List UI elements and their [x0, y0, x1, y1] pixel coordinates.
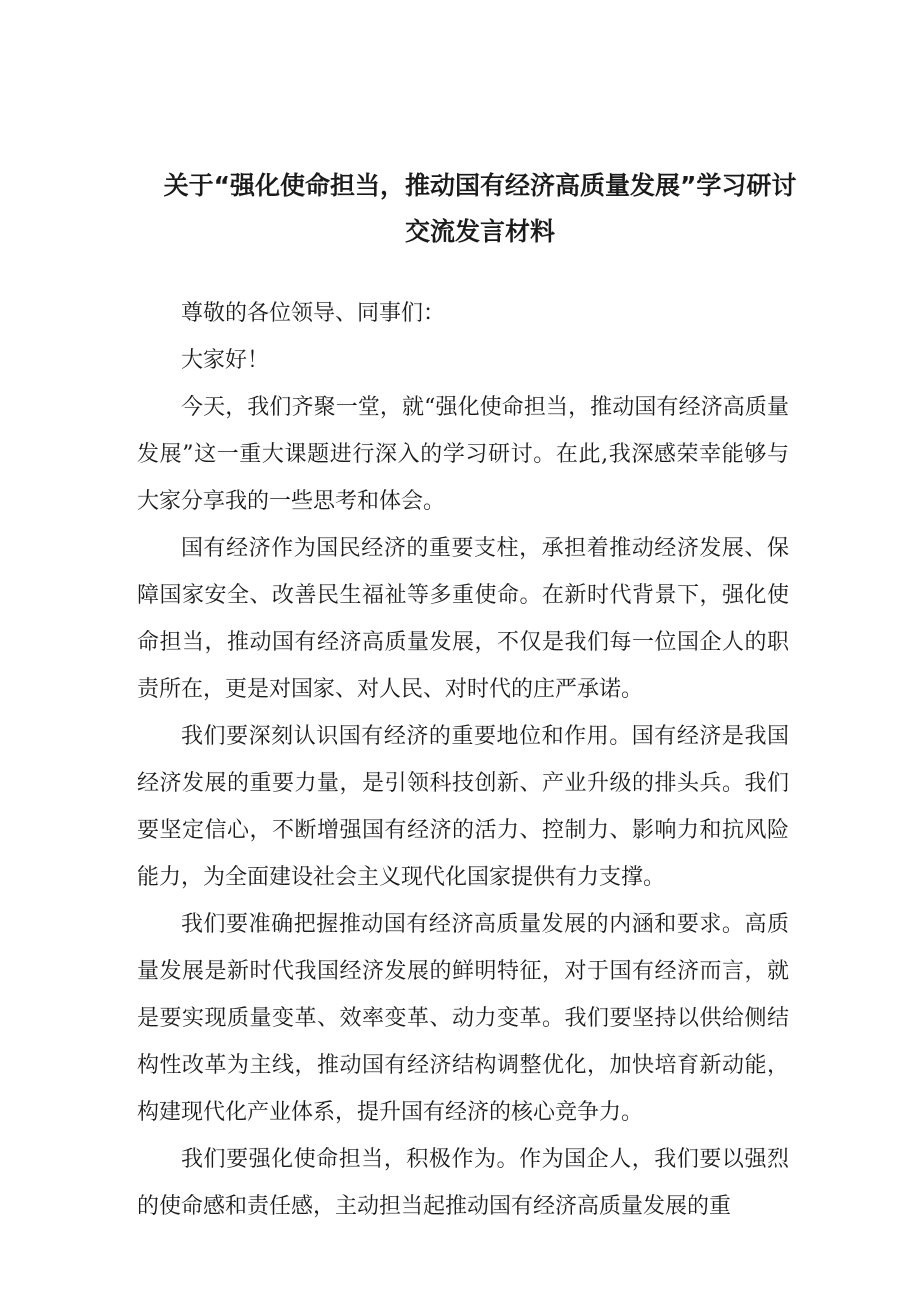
body-paragraph: 我们要深刻认识国有经济的重要地位和作用。国有经济是我国经济发展的重要力量，是引领科技创新、产业升级的排头兵。我们要坚定信心，不断增强国有经济的活力、控制力、影响力和抗风险能力，为全面建设社会主义现代化国家提供有力支撑。 [137, 724, 789, 890]
salutation: 尊敬的各位领导、同事们： [181, 301, 446, 326]
document-body [137, 290, 789, 1230]
greeting: 大家好！ [181, 348, 270, 373]
body-paragraph: 国有经济作为国民经济的重要支柱，承担着推动经济发展、保障国家安全、改善民生福祉等多重使命。在新时代背景下，强化使命担当，推动国有经济高质量发展，不仅是我们每一位国企人的职责所在，更是对国家、对人民、对时代的庄严承诺。 [137, 536, 789, 702]
body-paragraph: 今天，我们齐聚一堂，就“强化使命担当，推动国有经济高质量发展”这一重大课题进行深入的学习研讨。在此,我深感荣幸能够与大家分享我的一些思考和体会。 [137, 395, 789, 514]
document-title-line-1: 关于“强化使命担当，推动国有经济高质量发展”学习研讨 [163, 171, 797, 200]
document-title-line-2: 交流发言材料 [404, 217, 555, 246]
body-paragraph: 我们要准确把握推动国有经济高质量发展的内涵和要求。高质量发展是新时代我国经济发展的鲜明特征，对于国有经济而言，就是要实现质量变革、效率变革、动力变革。我们要坚持以供给侧结构性改革为主线，推动国有经济结构调整优化，加快培育新动能，构建现代化产业体系，提升国有经济的核心竞争力。 [137, 912, 789, 1125]
body-paragraph: 我们要强化使命担当，积极作为。作为国企人，我们要以强烈的使命感和责任感，主动担当起推动国有经济高质量发展的重 [137, 1147, 789, 1219]
